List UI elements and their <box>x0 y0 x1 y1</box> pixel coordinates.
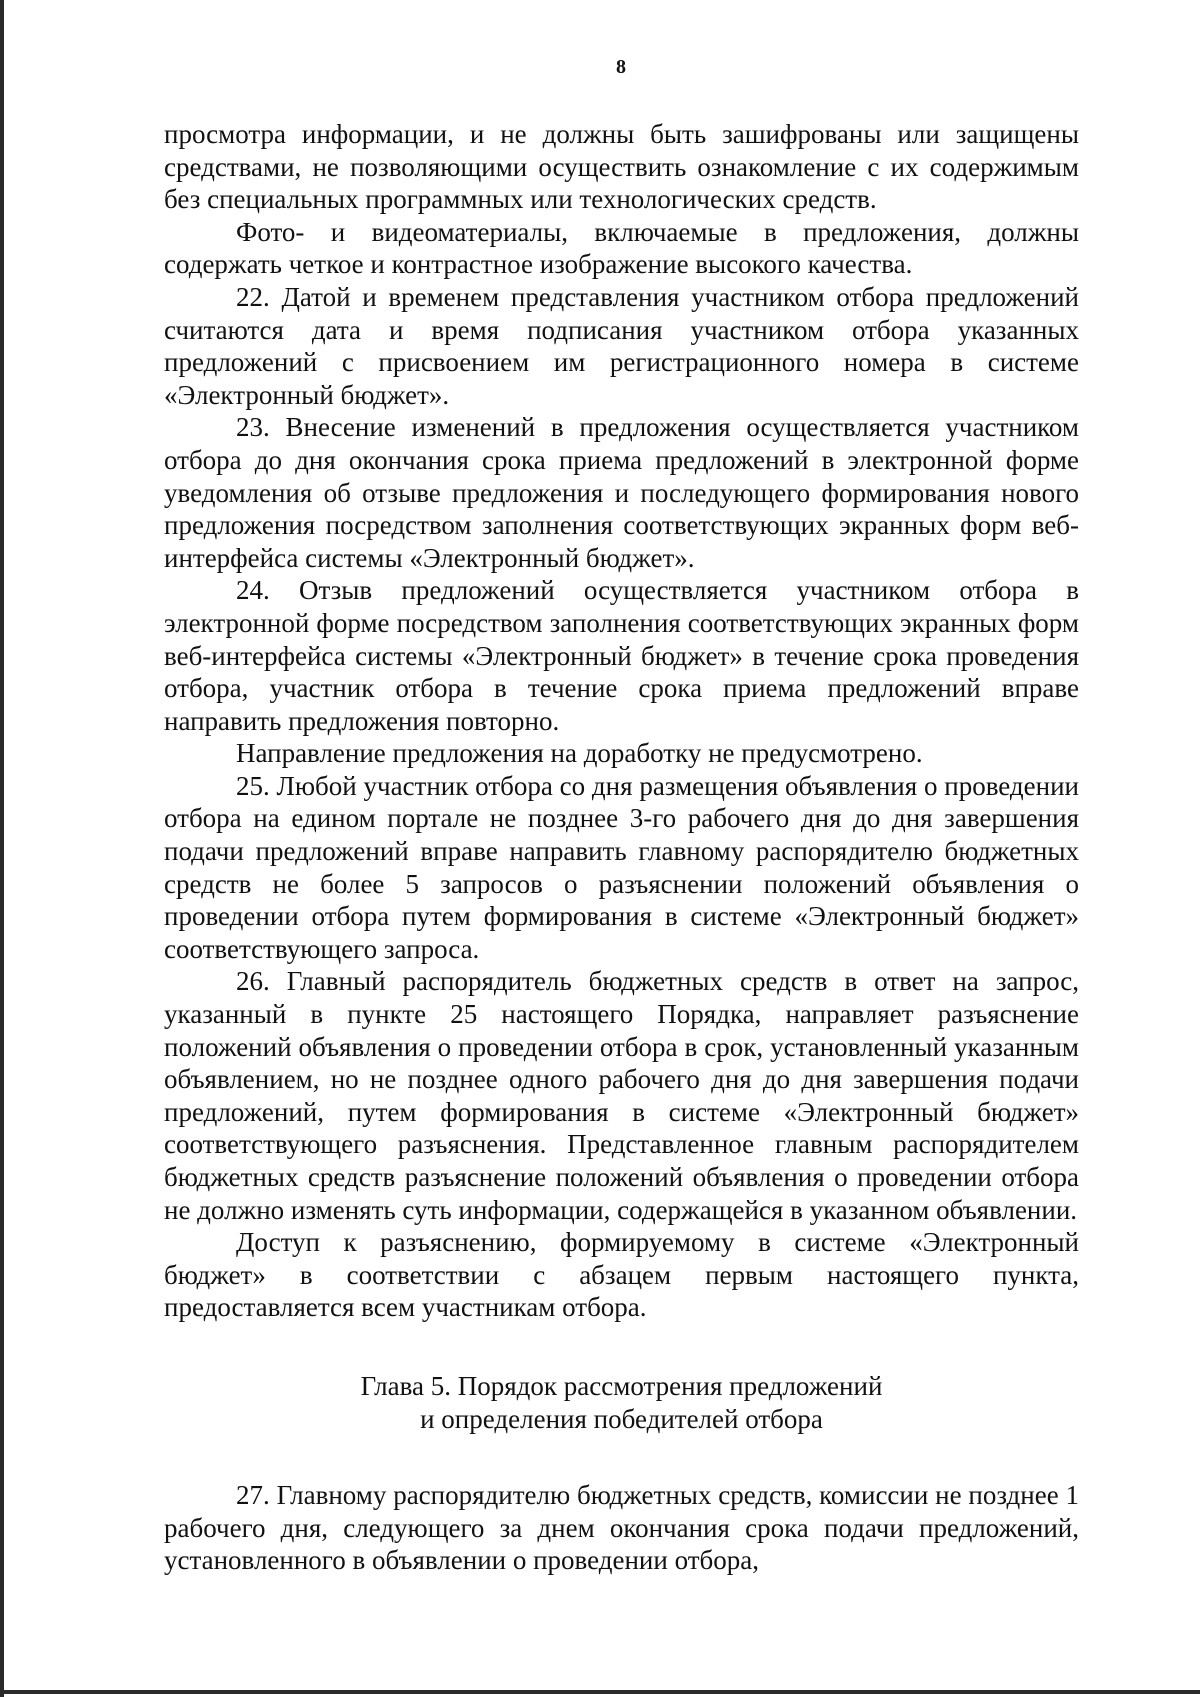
chapter-heading-line-1: Глава 5. Порядок рассмотрения предложений <box>360 1370 883 1401</box>
paragraph-27: 27. Главному распорядителю бюджетных средств, комиссии не позднее 1 рабочего дня, следующего за днем окончания срока подачи предложений, установленного в объявлении о проведении отбора, <box>164 1480 1079 1576</box>
paragraph-24-note: Направление предложения на доработку не предусмотрено. <box>236 738 923 769</box>
page-number: 8 <box>616 56 626 78</box>
paragraph-24: 24. Отзыв предложений осуществляется участником отбора в электронной форме посредством заполнения соответствующих экранных форм веб-интерфейса системы «Электронный бюджет» в течение срока проведения отбора, участник отбора в течение срока приема предложений вправе направить предложения повторно. <box>164 575 1079 736</box>
paragraph-25: 25. Любой участник отбора со дня размещения объявления о проведении отбора на едином портале не позднее 3-го рабочего дня до дня завершения подачи предложений вправе направить главному распорядителю бюджетных средств не более 5 запросов о разъяснении положений объявления о проведении отбора путем формирования в системе «Электронный бюджет» соответствующего запроса. <box>164 770 1079 964</box>
chapter-heading-line-2: и определения победителей отбора <box>420 1403 823 1434</box>
paragraph-22: 22. Датой и временем представления участником отбора предложений считаются дата и время подписания участником отбора указанных предложений с присвоением им регистрационного номера в системе «Электронный бюджет». <box>164 281 1079 410</box>
scan-left-border <box>0 0 4 1697</box>
paragraph-26: 26. Главный распорядитель бюджетных средств в ответ на запрос, указанный в пункте 25 настоящего Порядка, направляет разъяснение положений объявления о проведении отбора в срок, установленный указанным объявлением, но не позднее одного рабочего дня до дня завершения подачи предложений, путем формирования в системе «Электронный бюджет» соответствующего разъяснения. Представленное главным распорядителем бюджетных средств разъяснение положений объявления о проведении отбора не должно изменять суть информации, содержащейся в указанном объявлении. <box>164 966 1079 1225</box>
paragraph-continuation: просмотра информации, и не должны быть зашифрованы или защищены средствами, не позволяющими осуществить ознакомление с их содержимым без специальных программных или технологических средств. <box>164 119 1079 215</box>
paragraph-23: 23. Внесение изменений в предложения осуществляется участником отбора до дня окончания срока приема предложений в электронной форме уведомления об отзыве предложения и последующего формирования нового предложения посредством заполнения соответствующих экранных форм веб-интерфейса системы «Электронный бюджет». <box>164 412 1079 573</box>
chapter-heading <box>164 1370 1079 1435</box>
paragraph-26-access: Доступ к разъяснению, формируемому в системе «Электронный бюджет» в соответствии с абзацем первым настоящего пункта, предоставляется всем участникам отбора. <box>164 1227 1079 1323</box>
scan-bottom-border <box>0 1690 1200 1694</box>
paragraph-photo-video: Фото- и видеоматериалы, включаемые в предложения, должны содержать четкое и контрастное изображение высокого качества. <box>164 216 1079 280</box>
document-body <box>164 118 1079 1577</box>
